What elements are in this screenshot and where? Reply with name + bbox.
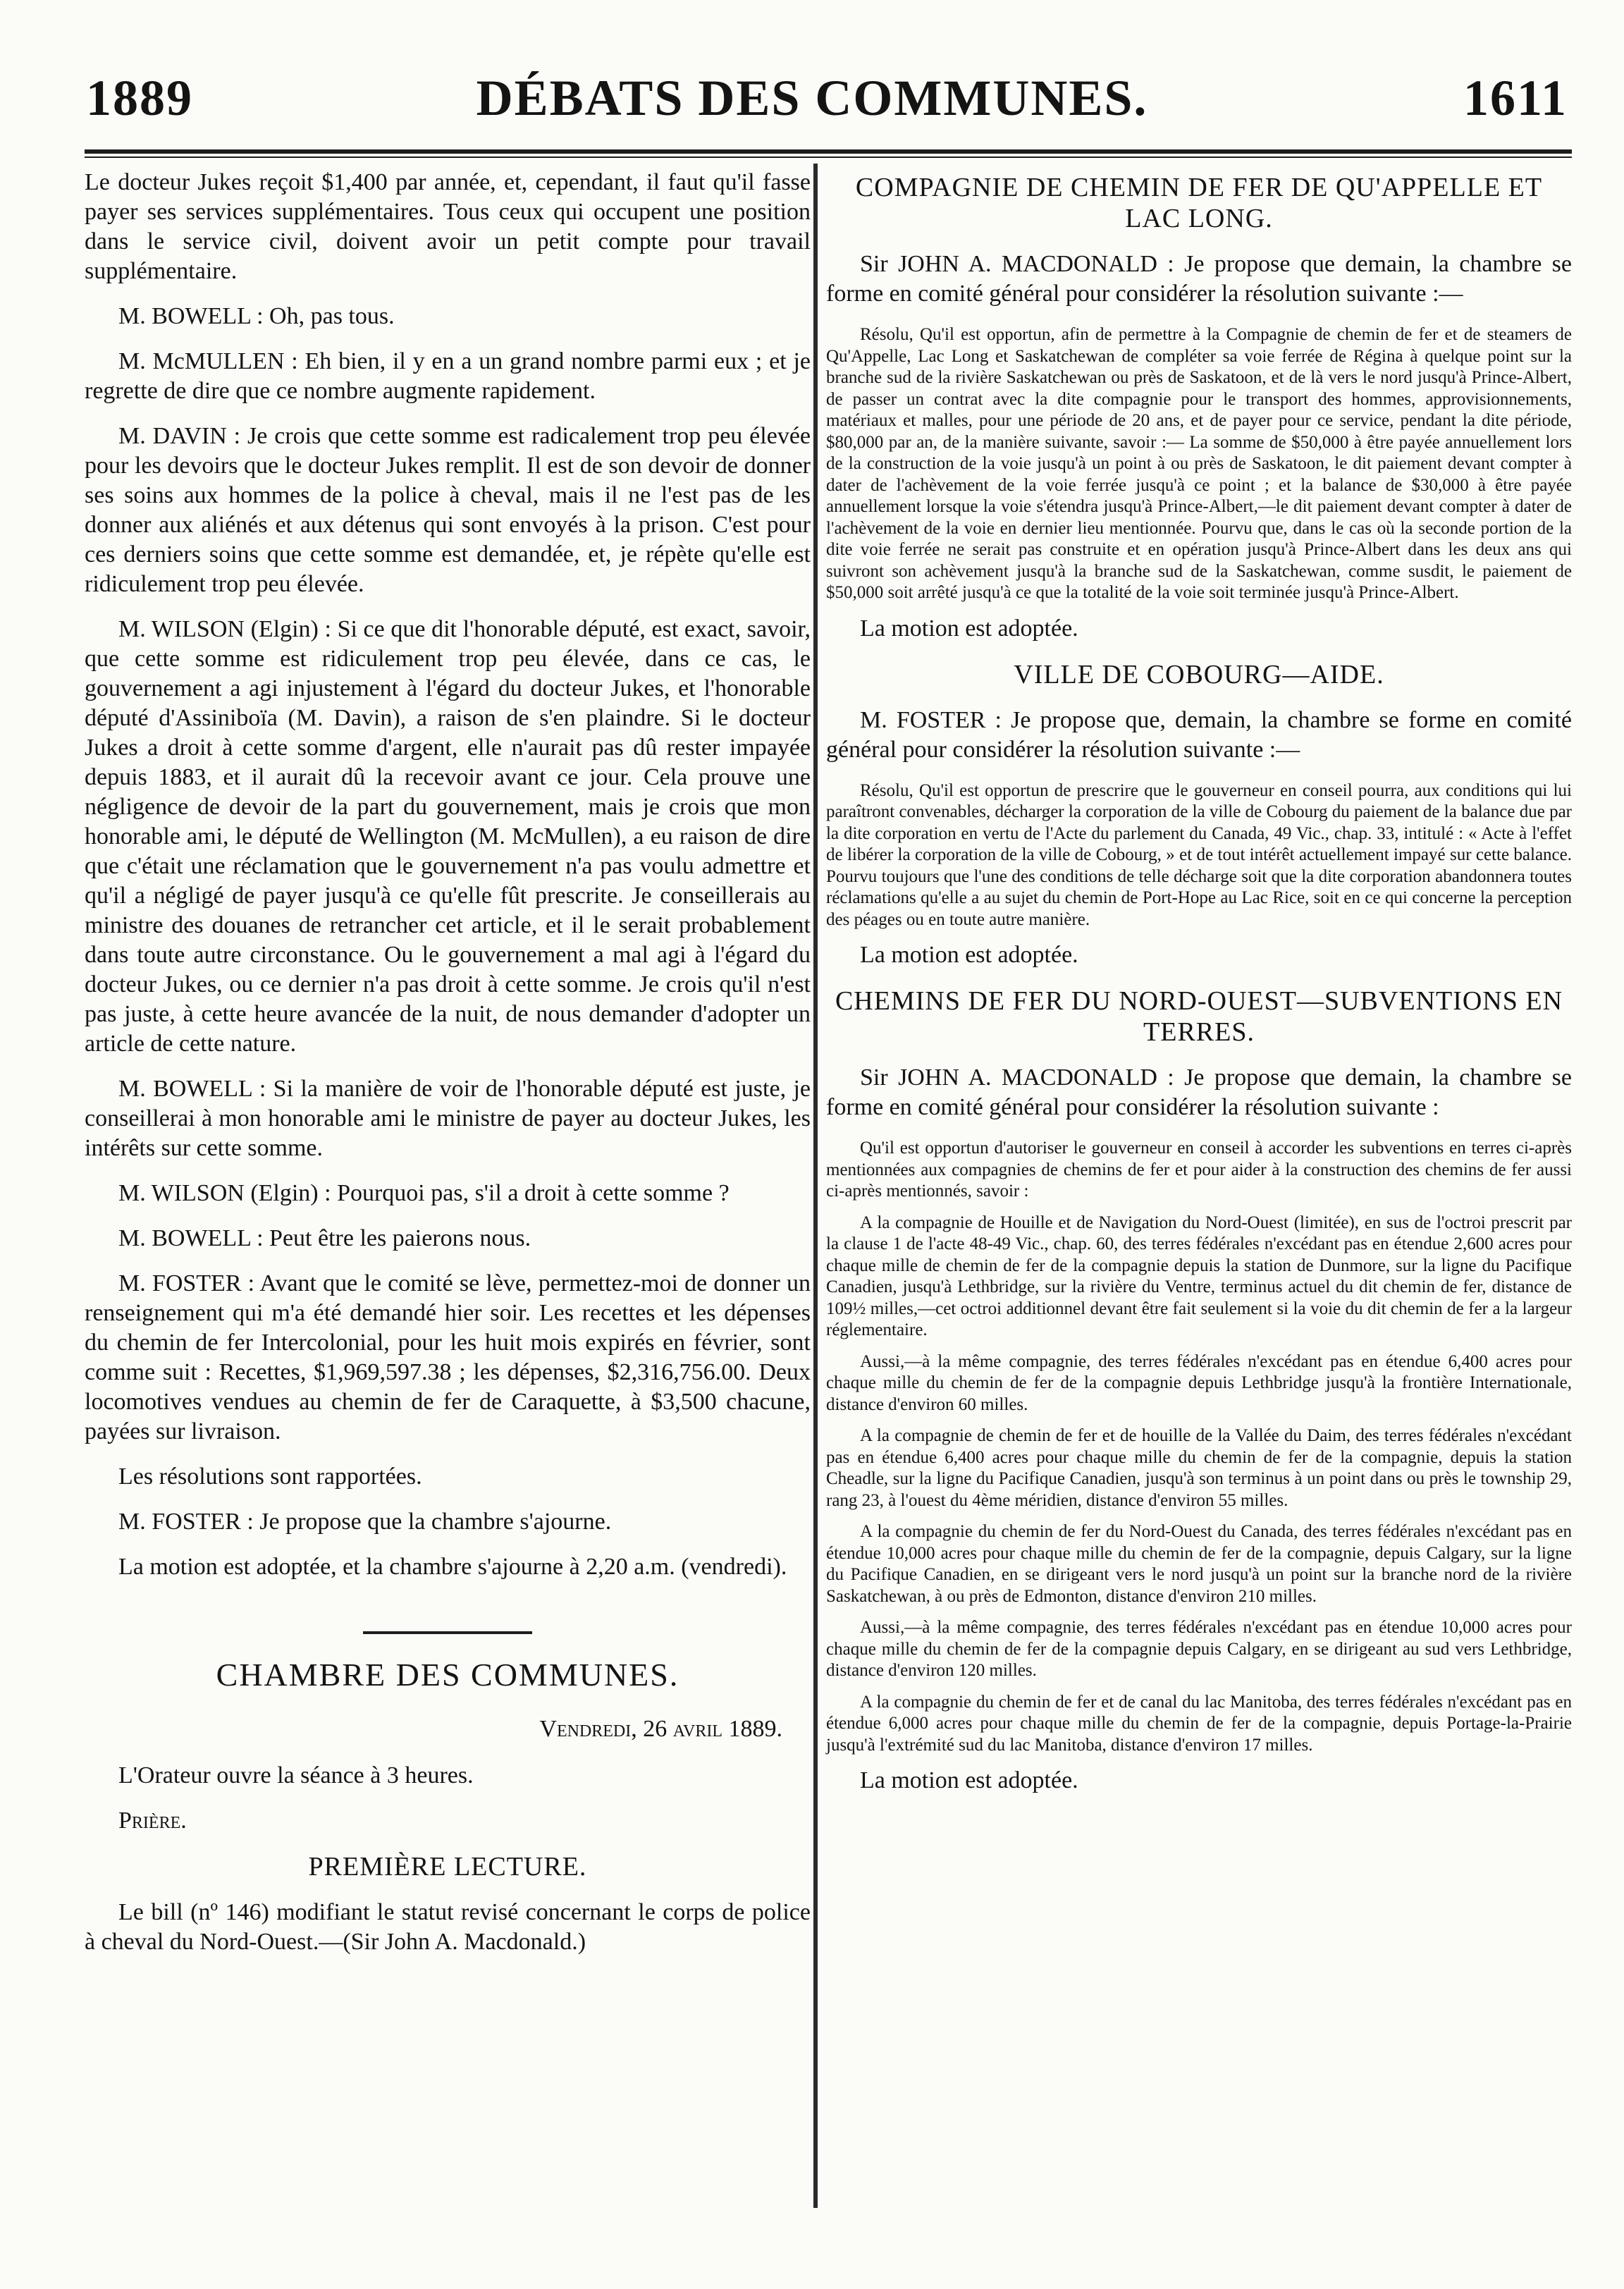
header-rule [85,149,1572,154]
paragraph: M. McMULLEN : Eh bien, il y en a un grand nombre parmi eux ; et je regrette de dire que ce nombre augmente rapidement. [85,348,811,404]
resolution-text: Qu'il est opportun d'autoriser le gouverneur en conseil à accorder les subventions en terres ci-après mentionnées aux compagnies de chemins de fer et pour aider à la construction des chemins de fer aussi ci-après mentionnés, savoir : [826,1139,1572,1201]
header-rule-thin [85,157,1572,158]
paragraph: La motion est adoptée, et la chambre s'ajourne à 2,20 a.m. (vendredi). [118,1554,787,1580]
paragraph: M. WILSON (Elgin) : Si ce que dit l'honorable député, est exact, savoir, que cette somme est ridiculement trop peu élevée, dans ce cas, le gouvernement a agi injustement à l'égard du docteur Jukes, et l'honorable député d'Assiniboïa (M. Davin), a raison de s'en plaindre. Si le docteur Jukes a droit à cette somme d'argent, elle n'aurait pas dû rester impayée depuis 1883, et il aurait dû la recevoir avant ce jour. Cela prouve une négligence de devoir de la part du gouvernement, mais je crois que mon honorable ami, le député de Wellington (M. McMullen), a eu raison de dire que c'était une réclamation que le gouvernement n'a pas voulu admettre et qu'il a négligé de payer jusqu'à ce qu'elle fût prescrite. Je conseillerais au ministre des douanes de retrancher cet article, et il le serait probablement dans toute autre circonstance. Ou le gouvernement a mal agi à l'égard du docteur Jukes, ou ce dernier n'a pas droit à cette somme. Je crois qu'il n'est pas juste, à cette heure avancée de la nuit, de nous demander d'adopter un article de cette nature. [85,616,811,1057]
resolution-text: A la compagnie du chemin de fer du Nord-Ouest du Canada, des terres fédérales n'excédant pas en étendue 10,000 acres pour chaque mille du chemin de fer de la compagnie, depuis Calgary, sur la ligne du Pacifique Canadien, en se dirigeant vers le nord jusqu'à un point sur la branche nord de la rivière Saskatchewan, à ou près de Edmonton, distance d'environ 210 milles. [826,1522,1572,1606]
page-year: 1889 [86,70,193,126]
paragraph: La motion est adoptée. [860,942,1078,968]
resolution-text: Résolu, Qu'il est opportun de prescrire que le gouverneur en conseil pourra, aux conditions qui lui paraîtront convenables, décharger la corporation de la ville de Cobourg du paiement de la balance due par la dite corporation en vertu de l'Acte du parlement du Canada, 49 Vic., chap. 33, intitulé : « Acte à l'effet de libérer la corporation de la ville de Cobourg, » et de tout intérêt actuellement impayé sur cette balance. Pourvu toujours que l'une des conditions de telle décharge soit que la dite corporation abandonnera toutes réclamations qu'elle a au sujet du chemin de Port-Hope au Lac Rice, soit en ce qui concerne la perception des péages ou en toute autre manière. [826,780,1572,929]
paragraph: La motion est adoptée. [860,1767,1078,1793]
paragraph: M. BOWELL : Oh, pas tous. [118,303,395,329]
running-title: DÉBATS DES COMMUNES. [476,70,1148,126]
section-separator [363,1631,532,1634]
resolution-text: Aussi,—à la même compagnie, des terres fédérales n'excédant pas en étendue 6,400 acres pour chaque mille du chemin de fer de la compagnie depuis Lethbridge jusqu'à la frontière Internationale, distance d'environ 60 milles. [826,1351,1572,1414]
paragraph: M. BOWELL : Si la manière de voir de l'honorable député est juste, je conseillerai à mon honorable ami le ministre de payer au docteur Jukes, les intérêts sur cette somme. [85,1076,811,1161]
resolution-text: Aussi,—à la même compagnie, des terres fédérales n'excédant pas en étendue 10,000 acres pour chaque mille du chemin de fer de la compagnie depuis Calgary, en se dirigeant au sud vers Lethbridge, distance d'environ 120 milles. [826,1618,1572,1680]
paragraph: Le bill (nº 146) modifiant le statut revisé concernant le corps de police à cheval du Nord-Ouest.—(Sir John A. Macdonald.) [85,1899,811,1955]
left-column [85,168,811,1972]
right-column [826,168,1572,1811]
resolution-text: A la compagnie de Houille et de Navigation du Nord-Ouest (limitée), en sus de l'octroi prescrit par la clause 1 de l'acte 48-49 Vic., chap. 60, des terres fédérales n'excédant pas en étendue 2,600 acres pour chaque mille de chemin de fer de la compagnie depuis la station de Dunmore, sur la ligne du Pacifique Canadien, jusqu'à Lethbridge, sur la rivière du Ventre, terminus actuel du dit chemin de fer, distance de 109½ milles,—cet octroi additionnel devant être fait seulement si la voie du dit chemin de fer a la largeur réglementaire. [826,1213,1572,1339]
resolution-text: Résolu, Qu'il est opportun, afin de permettre à la Compagnie de chemin de fer et de steamers de Qu'Appelle, Lac Long et Saskatchewan de compléter sa voie ferrée de Régina à quelque point sur la branche sud de la rivière Saskatchewan ou près de Saskatoon, et de là vers le nord jusqu'à Prince-Albert, de passer un contrat avec la dite compagnie pour le transport des hommes, approvisionnements, matériaux et malles, pour une période de 20 ans, et de payer pour ce service, pendant la dite période, $80,000 par an, de la manière suivante, savoir :— La somme de $50,000 à être payée annuellement lors de la construction de la voie jusqu'à un point à ou près de Saskatoon, le dit paiement devant compter à dater de l'achèvement de la voie ferrée jusqu'à ce point ; et la balance de $30,000 à être payée annuellement lorsque la voie s'étendra jusqu'à Prince-Albert,—le dit paiement devant compter à dater de l'achèvement de la voie en dernier lieu mentionnée. Pourvu que, dans le cas où la seconde portion de la dite voie ferrée ne serait pas construite et en opération jusqu'à Prince-Albert dans les deux ans qui suivront son achèvement jusqu'à la branche sud de la Saskatchewan, comme susdit, le paiement de $50,000 soit arrêté jusqu'à ce que la totalité de la voie soit terminée jusqu'à Prince-Albert. [826,325,1572,602]
column-divider [813,164,818,2208]
paragraph: M. WILSON (Elgin) : Pourquoi pas, s'il a droit à cette somme ? [118,1180,730,1206]
paragraph: M. BOWELL : Peut être les paierons nous. [118,1225,531,1251]
paragraph: M. FOSTER : Je propose que la chambre s'ajourne. [118,1509,612,1535]
priere-label: Prière. [118,1808,187,1834]
paragraph: Sir JOHN A. MACDONALD : Je propose que demain, la chambre se forme en comité général pour considérer la résolution suivante :— [826,251,1572,307]
section-heading: VILLE DE COBOURG—AIDE. [1014,659,1384,689]
paragraph: M. DAVIN : Je crois que cette somme est radicalement trop peu élevée pour les devoirs que le docteur Jukes remplit. Il est de son devoir de donner ses soins aux hommes de la police à cheval, mais il ne l'est pas de les donner aux aliénés et aux détenus qui sont envoyés à la prison. C'est pour ces derniers soins que cette somme est demandée, et, je répète qu'elle est ridiculement trop peu élevée. [85,423,811,597]
resolution-text: A la compagnie de chemin de fer et de houille de la Vallée du Daim, des terres fédérales n'excédant pas en étendue 6,400 acres pour chaque mille du chemin de fer de la compagnie, depuis la station Cheadle, sur la ligne du Pacifique Canadien, jusqu'à son terminus à un point dans ou près le township 29, rang 23, à l'ouest du 4ème méridien, distance d'environ 55 milles. [826,1426,1572,1510]
paragraph: La motion est adoptée. [860,615,1078,642]
resolution-text: A la compagnie du chemin de fer et de canal du lac Manitoba, des terres fédérales n'excédant pas en étendue 6,000 acres pour chaque mille du chemin de fer de la compagnie, depuis Portage-la-Prairie jusqu'à l'extrémité sud du lac Manitoba, distance d'environ 17 milles. [826,1692,1572,1755]
paragraph: M. FOSTER : Je propose que, demain, la chambre se forme en comité général pour considérer la résolution suivante :— [826,706,1572,763]
paragraph: Le docteur Jukes reçoit $1,400 par année, et, cependant, il faut qu'il fasse payer ses services supplémentaires. Tous ceux qui occupent une position dans le service civil, doivent avoir un petit compte pour travail supplémentaire. [85,169,811,284]
page-number: 1611 [1463,70,1568,126]
paragraph: Les résolutions sont rapportées. [118,1463,422,1490]
section-heading: CHEMINS DE FER DU NORD-OUEST—SUBVENTIONS EN TERRES. [835,986,1563,1047]
paragraph: L'Orateur ouvre la séance à 3 heures. [118,1762,474,1788]
section-heading: COMPAGNIE DE CHEMIN DE FER DE QU'APPELLE ET LAC LONG. [855,173,1543,233]
paragraph: Sir JOHN A. MACDONALD : Je propose que demain, la chambre se forme en comité général pour considérer la résolution suivante : [826,1064,1572,1120]
subsection-heading: PREMIÈRE LECTURE. [308,1852,587,1882]
session-date: Vendredi, 26 avril 1889. [539,1716,782,1742]
section-heading: CHAMBRE DES COMMUNES. [216,1657,679,1693]
paragraph: M. FOSTER : Avant que le comité se lève, permettez-moi de donner un renseignement qui m'a été demandé hier soir. Les recettes et les dépenses du chemin de fer Intercolonial, pour les huit mois expirés en février, sont comme suit : Recettes, $1,969,597.38 ; les dépenses, $2,316,756.00. Deux locomotives vendues au chemin de fer de Caraquette, à $3,500 chacune, payées sur livraison. [85,1270,811,1444]
